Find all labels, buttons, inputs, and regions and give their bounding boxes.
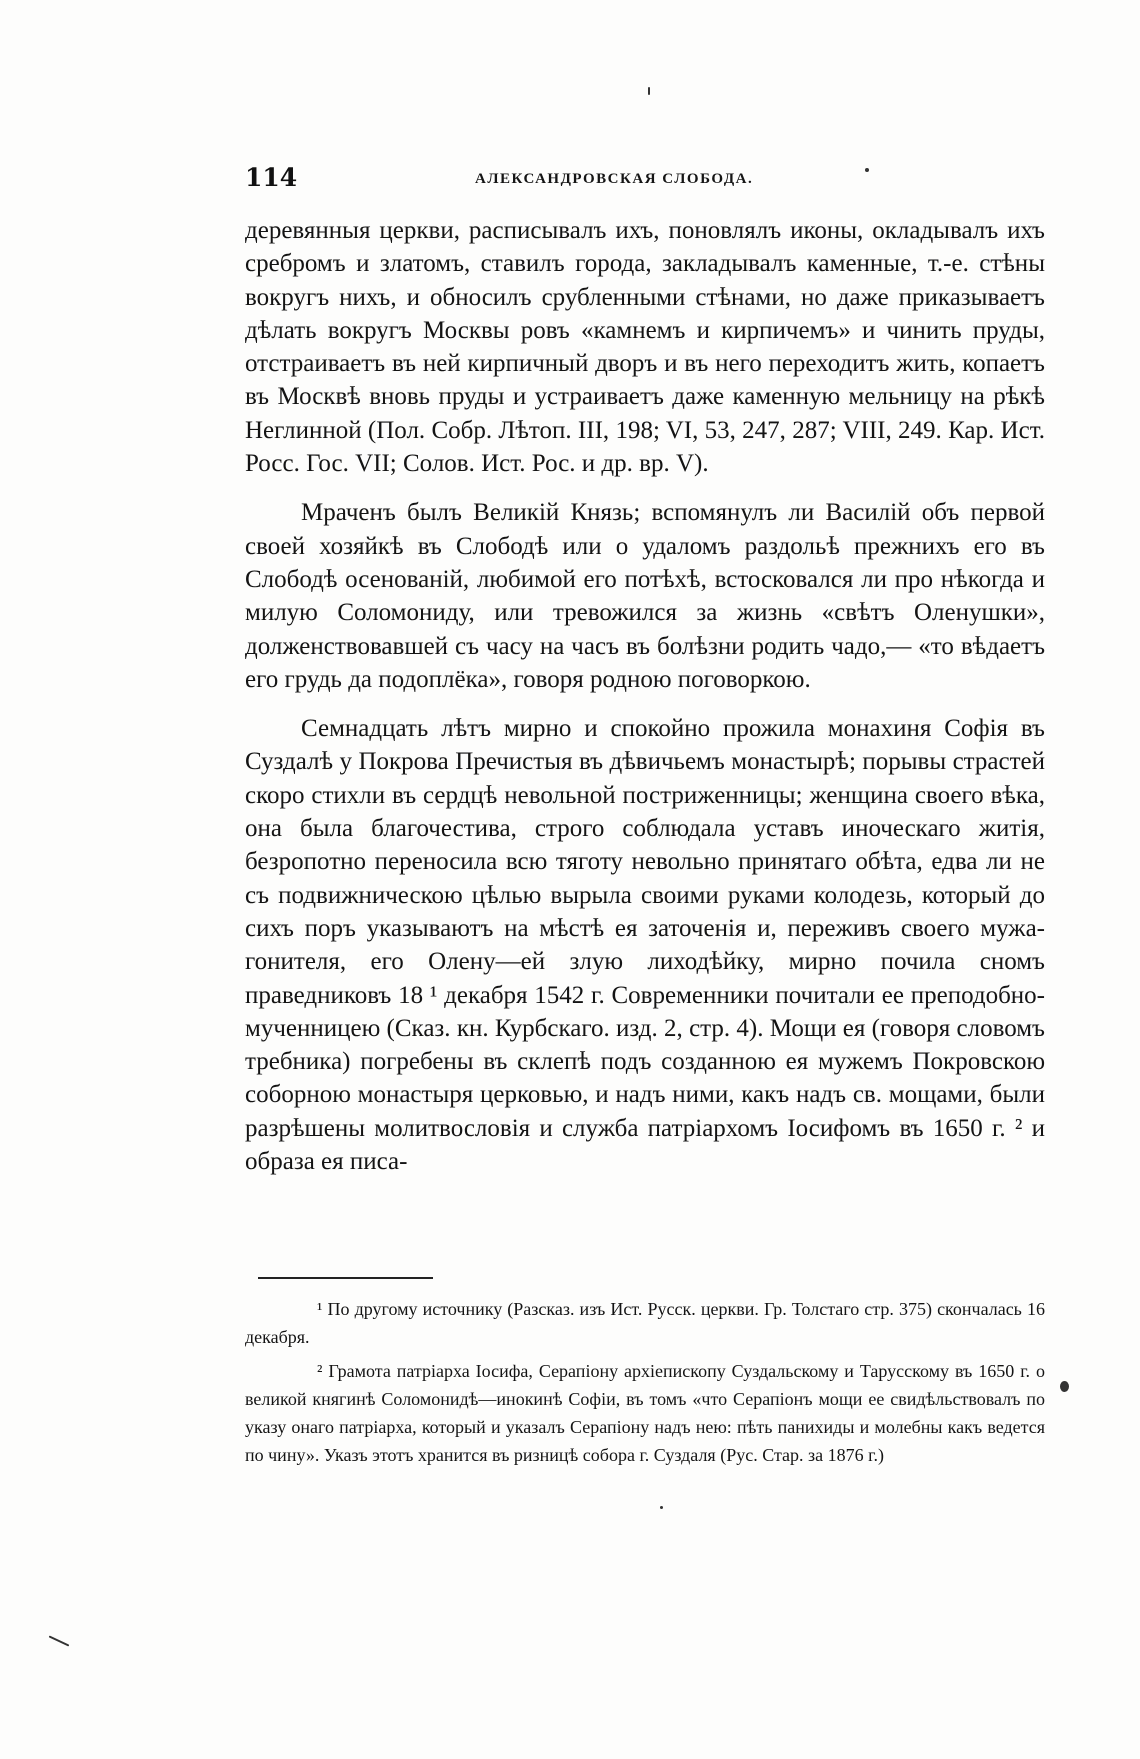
running-title: АЛЕКСАНДРОВСКАЯ СЛОБОДА. [475, 171, 754, 187]
page-number: 114 [245, 163, 298, 192]
footnote-2: ² Грамота патріарха Іосифа, Серапіону архіепископу Суздальскому и Тарусскому въ 1650 г. о великой княгинѣ Соломонидѣ—инокинѣ Софіи, въ томъ «что Серапіонъ мощи ее свидѣльствовалъ по указу онаго патріарха, который и указалъ Серапіону надъ нею: пѣть панихиды и молебны какъ ведется по чину». Указъ этотъ хранится въ ризницѣ собора г. Суздаля (Рус. Стар. за 1876 г.) [245, 1361, 1045, 1465]
scan-speck [865, 168, 869, 172]
footnotes [245, 1295, 1045, 1469]
scan-speck [660, 1506, 663, 1509]
scan-speck [49, 1635, 70, 1646]
paragraph-2: Мраченъ былъ Великій Князь; вспомянулъ ли Василій объ первой своей хозяйкѣ въ Слободѣ или о удаломъ раздольѣ прежнихъ его въ Слободѣ осенованій, любимой его потѣхѣ, встосковался ли про нѣкогда и милую Соломониду, или тревожился за жизнь «свѣтъ Оленушки», долженствовавшей съ часу на часъ въ болѣзни родить чадо,— «то вѣдаетъ его грудь да подоплёка», говоря родною поговоркою. [245, 499, 1045, 693]
scan-speck [648, 87, 650, 95]
main-text [245, 214, 1045, 1178]
footnote-divider [258, 1277, 433, 1279]
footnote-1: ¹ По другому источнику (Разсказ. изъ Ист. Русск. церкви. Гр. Толстаго стр. 375) скончалась 16 декабря. [245, 1299, 1045, 1347]
scan-speck [1060, 1381, 1069, 1392]
page-header [245, 163, 1045, 203]
paragraph-1: деревянныя церкви, расписывалъ ихъ, поновлялъ иконы, окладывалъ ихъ сребромъ и златомъ, ставилъ города, закладывалъ каменные, т.-е. стѣны вокругъ нихъ, и обносилъ срубленными стѣнами, но даже приказываетъ дѣлать вокругъ Москвы ровъ «камнемъ и кирпичемъ» и чинить пруды, отстраиваетъ въ ней кирпичный дворъ и въ него переходитъ жить, копаетъ въ Москвѣ вновь пруды и устраиваетъ даже каменную мельницу на рѣкѣ Неглинной (Пол. Собр. Лѣтоп. III, 198; VI, 53, 247, 287; VIII, 249. Кар. Ист. Росс. Гос. VII; Солов. Ист. Рос. и др. вр. V). [245, 217, 1045, 478]
paragraph-3: Семнадцать лѣтъ мирно и спокойно прожила монахиня Софія въ Суздалѣ у Покрова Пречистыя въ дѣвичьемъ монастырѣ; порывы страстей скоро стихли въ сердцѣ невольной постриженницы; женщина своего вѣка, она была благочестива, строго соблюдала уставъ иноческаго житія, безропотно переносила всю тяготу невольно принятаго обѣта, едва ли не съ подвижническою цѣлью вырыла своими руками колодезь, который до сихъ поръ указываютъ на мѣстѣ ея заточенія и, переживъ своего мужа-гонителя, его Олену—ей злую лиходѣйку, мирно почила сномъ праведниковъ 18 ¹ декабря 1542 г. Современники почитали ее преподобно-мученницею (Сказ. кн. Курбскаго. изд. 2, стр. 4). Мощи ея (говоря словомъ требника) погребены въ склепѣ подъ созданною ея мужемъ Покровскою соборною монастыря церковью, и надъ ними, какъ надъ св. мощами, были разрѣшены молитвословія и служба патріархомъ Іосифомъ въ 1650 г. ² и образа ея писа- [245, 715, 1045, 1176]
